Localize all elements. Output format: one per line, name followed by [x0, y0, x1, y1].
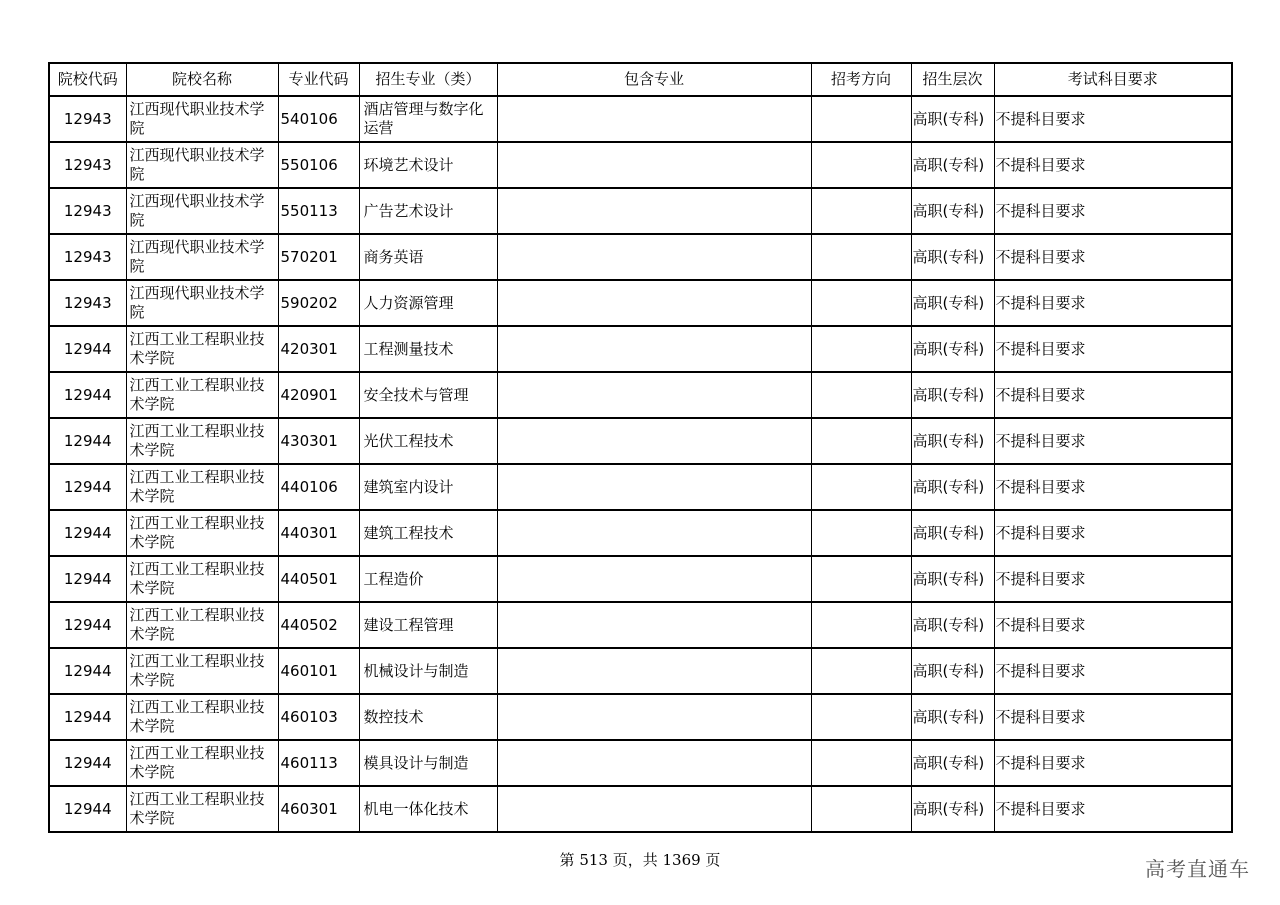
cell-school-name: 江西现代职业技术学院: [126, 188, 278, 234]
cell-requirement: 不提科目要求: [994, 602, 1232, 648]
cell-school-name: 江西现代职业技术学院: [126, 96, 278, 142]
cell-direction: [811, 464, 911, 510]
table-row: [49, 602, 1232, 648]
cell-requirement: 不提科目要求: [994, 188, 1232, 234]
cell-school-name: 江西工业工程职业技术学院: [126, 694, 278, 740]
cell-requirement: 不提科目要求: [994, 740, 1232, 786]
cell-level: 高职(专科): [911, 418, 994, 464]
table-row: [49, 740, 1232, 786]
cell-school-name: 江西工业工程职业技术学院: [126, 510, 278, 556]
cell-school-name: 江西工业工程职业技术学院: [126, 602, 278, 648]
cell-level: 高职(专科): [911, 280, 994, 326]
header-direction: 招考方向: [811, 63, 911, 96]
cell-major-code: 460101: [278, 648, 359, 694]
cell-school-code: 12944: [49, 464, 126, 510]
cell-major-code: 440301: [278, 510, 359, 556]
cell-school-code: 12944: [49, 694, 126, 740]
table-row: [49, 142, 1232, 188]
cell-included-majors: [497, 96, 811, 142]
cell-included-majors: [497, 188, 811, 234]
cell-requirement: 不提科目要求: [994, 372, 1232, 418]
table-row: [49, 510, 1232, 556]
cell-major: 建设工程管理: [359, 602, 497, 648]
cell-requirement: 不提科目要求: [994, 694, 1232, 740]
header-major-code: 专业代码: [278, 63, 359, 96]
cell-school-name: 江西工业工程职业技术学院: [126, 464, 278, 510]
cell-requirement: 不提科目要求: [994, 556, 1232, 602]
cell-direction: [811, 96, 911, 142]
cell-major: 安全技术与管理: [359, 372, 497, 418]
cell-school-code: 12943: [49, 96, 126, 142]
cell-included-majors: [497, 694, 811, 740]
cell-school-code: 12944: [49, 418, 126, 464]
cell-major: 建筑室内设计: [359, 464, 497, 510]
header-school-name: 院校名称: [126, 63, 278, 96]
cell-direction: [811, 602, 911, 648]
cell-included-majors: [497, 510, 811, 556]
cell-direction: [811, 372, 911, 418]
cell-school-name: 江西工业工程职业技术学院: [126, 740, 278, 786]
cell-requirement: 不提科目要求: [994, 96, 1232, 142]
cell-level: 高职(专科): [911, 556, 994, 602]
cell-level: 高职(专科): [911, 464, 994, 510]
cell-major-code: 420901: [278, 372, 359, 418]
cell-major-code: 460113: [278, 740, 359, 786]
header-row: [49, 63, 1232, 96]
cell-requirement: 不提科目要求: [994, 142, 1232, 188]
cell-requirement: 不提科目要求: [994, 464, 1232, 510]
cell-major: 数控技术: [359, 694, 497, 740]
cell-major-code: 440502: [278, 602, 359, 648]
cell-major-code: 460103: [278, 694, 359, 740]
header-level: 招生层次: [911, 63, 994, 96]
table-row: [49, 418, 1232, 464]
cell-direction: [811, 694, 911, 740]
cell-school-code: 12943: [49, 188, 126, 234]
cell-direction: [811, 142, 911, 188]
admissions-table: [48, 62, 1233, 833]
cell-major-code: 430301: [278, 418, 359, 464]
header-requirement: 考试科目要求: [994, 63, 1232, 96]
table-row: [49, 556, 1232, 602]
cell-major: 广告艺术设计: [359, 188, 497, 234]
cell-major: 光伏工程技术: [359, 418, 497, 464]
cell-major-code: 420301: [278, 326, 359, 372]
cell-direction: [811, 280, 911, 326]
cell-major: 环境艺术设计: [359, 142, 497, 188]
table-body: [49, 96, 1232, 832]
table-row: [49, 280, 1232, 326]
cell-included-majors: [497, 556, 811, 602]
cell-direction: [811, 188, 911, 234]
cell-included-majors: [497, 602, 811, 648]
cell-major-code: 440106: [278, 464, 359, 510]
cell-school-code: 12943: [49, 142, 126, 188]
cell-direction: [811, 648, 911, 694]
watermark: 高考直通车: [1145, 857, 1250, 881]
cell-level: 高职(专科): [911, 510, 994, 556]
cell-major: 酒店管理与数字化运营: [359, 96, 497, 142]
table-row: [49, 372, 1232, 418]
cell-school-code: 12944: [49, 648, 126, 694]
cell-direction: [811, 786, 911, 832]
cell-included-majors: [497, 740, 811, 786]
cell-level: 高职(专科): [911, 740, 994, 786]
cell-level: 高职(专科): [911, 786, 994, 832]
cell-major: 人力资源管理: [359, 280, 497, 326]
cell-school-name: 江西现代职业技术学院: [126, 234, 278, 280]
cell-school-code: 12944: [49, 510, 126, 556]
cell-requirement: 不提科目要求: [994, 648, 1232, 694]
cell-major: 建筑工程技术: [359, 510, 497, 556]
cell-direction: [811, 556, 911, 602]
cell-school-code: 12944: [49, 740, 126, 786]
cell-school-code: 12943: [49, 234, 126, 280]
cell-level: 高职(专科): [911, 648, 994, 694]
cell-school-name: 江西工业工程职业技术学院: [126, 326, 278, 372]
cell-major-code: 540106: [278, 96, 359, 142]
cell-school-name: 江西工业工程职业技术学院: [126, 786, 278, 832]
header-school-code: 院校代码: [49, 63, 126, 96]
cell-included-majors: [497, 372, 811, 418]
cell-school-name: 江西工业工程职业技术学院: [126, 418, 278, 464]
table-row: [49, 96, 1232, 142]
cell-requirement: 不提科目要求: [994, 280, 1232, 326]
table-row: [49, 188, 1232, 234]
table-row: [49, 326, 1232, 372]
cell-major: 机电一体化技术: [359, 786, 497, 832]
table-row: [49, 464, 1232, 510]
cell-direction: [811, 234, 911, 280]
cell-major-code: 460301: [278, 786, 359, 832]
table-row: [49, 234, 1232, 280]
cell-major: 模具设计与制造: [359, 740, 497, 786]
cell-school-name: 江西工业工程职业技术学院: [126, 372, 278, 418]
cell-level: 高职(专科): [911, 694, 994, 740]
table-row: [49, 786, 1232, 832]
cell-included-majors: [497, 234, 811, 280]
page-number: 第 513 页，共 1369 页: [559, 851, 721, 869]
cell-level: 高职(专科): [911, 142, 994, 188]
cell-direction: [811, 418, 911, 464]
header-included-majors: 包含专业: [497, 63, 811, 96]
cell-school-code: 12944: [49, 556, 126, 602]
cell-level: 高职(专科): [911, 188, 994, 234]
cell-level: 高职(专科): [911, 96, 994, 142]
cell-included-majors: [497, 280, 811, 326]
cell-included-majors: [497, 326, 811, 372]
cell-school-name: 江西工业工程职业技术学院: [126, 556, 278, 602]
cell-included-majors: [497, 786, 811, 832]
cell-major-code: 550106: [278, 142, 359, 188]
cell-direction: [811, 740, 911, 786]
cell-school-code: 12943: [49, 280, 126, 326]
cell-level: 高职(专科): [911, 602, 994, 648]
cell-school-code: 12944: [49, 326, 126, 372]
cell-requirement: 不提科目要求: [994, 418, 1232, 464]
cell-school-code: 12944: [49, 602, 126, 648]
cell-major-code: 590202: [278, 280, 359, 326]
cell-school-name: 江西工业工程职业技术学院: [126, 648, 278, 694]
cell-included-majors: [497, 464, 811, 510]
table-row: [49, 694, 1232, 740]
cell-direction: [811, 326, 911, 372]
cell-major-code: 440501: [278, 556, 359, 602]
cell-level: 高职(专科): [911, 234, 994, 280]
cell-level: 高职(专科): [911, 372, 994, 418]
cell-school-name: 江西现代职业技术学院: [126, 142, 278, 188]
cell-requirement: 不提科目要求: [994, 786, 1232, 832]
cell-school-name: 江西现代职业技术学院: [126, 280, 278, 326]
cell-included-majors: [497, 142, 811, 188]
cell-major-code: 570201: [278, 234, 359, 280]
header-major: 招生专业（类）: [359, 63, 497, 96]
cell-included-majors: [497, 648, 811, 694]
cell-major: 工程测量技术: [359, 326, 497, 372]
cell-major: 商务英语: [359, 234, 497, 280]
cell-direction: [811, 510, 911, 556]
cell-included-majors: [497, 418, 811, 464]
cell-major: 机械设计与制造: [359, 648, 497, 694]
cell-requirement: 不提科目要求: [994, 326, 1232, 372]
cell-school-code: 12944: [49, 786, 126, 832]
cell-requirement: 不提科目要求: [994, 234, 1232, 280]
cell-school-code: 12944: [49, 372, 126, 418]
cell-major-code: 550113: [278, 188, 359, 234]
cell-level: 高职(专科): [911, 326, 994, 372]
cell-major: 工程造价: [359, 556, 497, 602]
table-row: [49, 648, 1232, 694]
cell-requirement: 不提科目要求: [994, 510, 1232, 556]
